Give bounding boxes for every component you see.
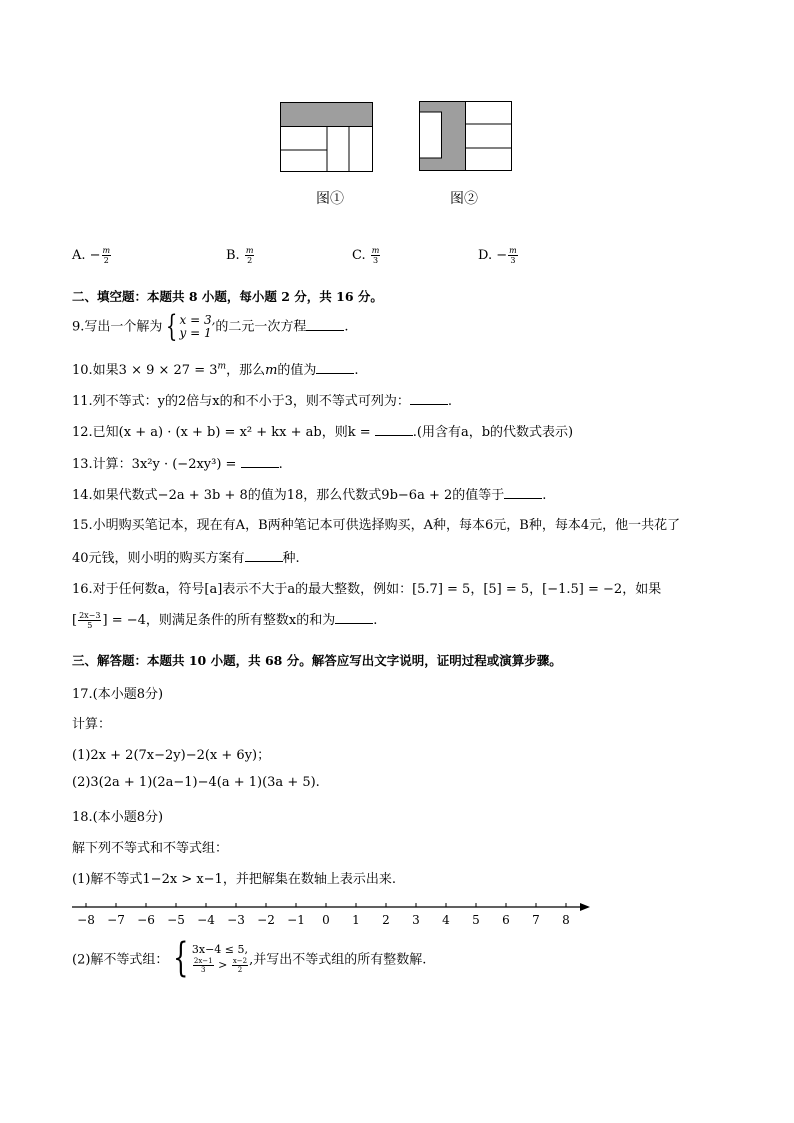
figure-1 — [279, 101, 377, 175]
question-12: 12.已知(x + a) · (x + b) = x² + kx + ab，则k = .(用含有a，b的代数式表示) — [72, 425, 574, 440]
number-line-label: −5 — [167, 913, 185, 927]
number-line-label: 8 — [562, 913, 570, 927]
option-c: C. $\frac{m}{3}$ — [352, 246, 380, 265]
number-line-label: 0 — [322, 913, 330, 927]
figure-2 — [418, 100, 516, 174]
answer-blank — [504, 486, 542, 499]
option-d: D. − $\frac{m}{3}$ — [478, 246, 517, 265]
number-line-label: −2 — [257, 913, 275, 927]
question-14: 14.如果代数式−2a + 3b + 8的值为18，那么代数式9b−6a + 2的值等于 . — [72, 488, 547, 503]
answer-blank — [335, 611, 373, 624]
question-15-line-1: 15.小明购买笔记本，现在有A，B两种笔记本可供选择购买，A种，每本6元，B种，每本4元，他一共花了 — [72, 518, 681, 533]
question-17-part-2: (2)3(2a + 1)(2a−1)−4(a + 1)(3a + 5). — [72, 775, 320, 790]
number-line-label: −6 — [137, 913, 155, 927]
figure-1-caption: 图① — [316, 191, 344, 207]
number-line-label: −8 — [77, 913, 95, 927]
number-line-arrow — [580, 903, 590, 911]
question-15-line-2: 40元钱，则小明的购买方案有 种. — [72, 551, 300, 566]
answer-blank — [410, 392, 448, 405]
number-line-label: −7 — [107, 913, 125, 927]
number-line-label: −1 — [287, 913, 305, 927]
number-line-label: 2 — [382, 913, 390, 927]
section-2-title: 二、填空题：本题共 8 小题，每小题 2 分，共 16 分。 — [72, 289, 383, 304]
answer-blank — [306, 318, 344, 331]
question-18-intro: 解下列不等式和不等式组： — [72, 841, 229, 856]
section-3-title: 三、解答题：本题共 10 小题，共 68 分。解答应写出文字说明，证明过程或演算步骤。 — [72, 653, 562, 668]
question-18-part-1: (1)解不等式1−2x > x−1，并把解集在数轴上表示出来. — [72, 872, 396, 887]
number-line-label: −3 — [227, 913, 245, 927]
number-line-label: 3 — [412, 913, 420, 927]
question-16-line-2: [ $\frac{2x-3}{5}$ ] = −4，则满足条件的所有整数x的和为 . — [72, 611, 378, 630]
number-line — [60, 895, 600, 935]
question-17-intro: 计算： — [72, 717, 112, 732]
figure-2-caption: 图② — [450, 191, 478, 207]
question-10: 10.如果$3 \times 9 \times 27 = 3^m$，那么m的值为 . — [72, 361, 359, 378]
answer-blank — [241, 455, 279, 468]
question-16-line-1: 16.对于任何数a，符号[a]表示不大于a的最大整数，例如：[5.7] = 5，[5] = 5，[−1.5] = −2，如果 — [72, 582, 662, 597]
question-9: 9.写出一个解为 { x = 3, y = 1 的二元一次方程 . — [72, 309, 349, 344]
number-line-label: 6 — [502, 913, 510, 927]
question-11: 11.列不等式：y的2倍与x的和不小于3，则不等式可列为： . — [72, 394, 453, 409]
number-line-label: −4 — [197, 913, 215, 927]
number-line-label: 1 — [352, 913, 360, 927]
option-a: A. − $\frac{m}{2}$ — [72, 246, 111, 265]
answer-blank — [316, 361, 354, 374]
answer-blank — [375, 423, 413, 436]
number-line-label: 4 — [442, 913, 450, 927]
question-18-part-2: (2)解不等式组： { 3x−4 ≤ 5, $\frac{2x-1}{3}$ > $\frac{x-2}{2}$ ,并写出不等式组的所有整数解. — [72, 935, 427, 981]
question-13: 13.计算：3x²y · (−2xy³) = . — [72, 457, 283, 472]
question-18-head: 18.(本小题8分) — [72, 810, 164, 825]
option-b: B. $\frac{m}{2}$ — [226, 246, 254, 265]
question-17-part-1: (1)2x + 2(7x−2y)−2(x + 6y)； — [72, 748, 271, 763]
number-line-label: 5 — [472, 913, 480, 927]
answer-blank — [245, 549, 283, 562]
question-17-head: 17.(本小题8分) — [72, 687, 164, 702]
number-line-label: 7 — [532, 913, 540, 927]
